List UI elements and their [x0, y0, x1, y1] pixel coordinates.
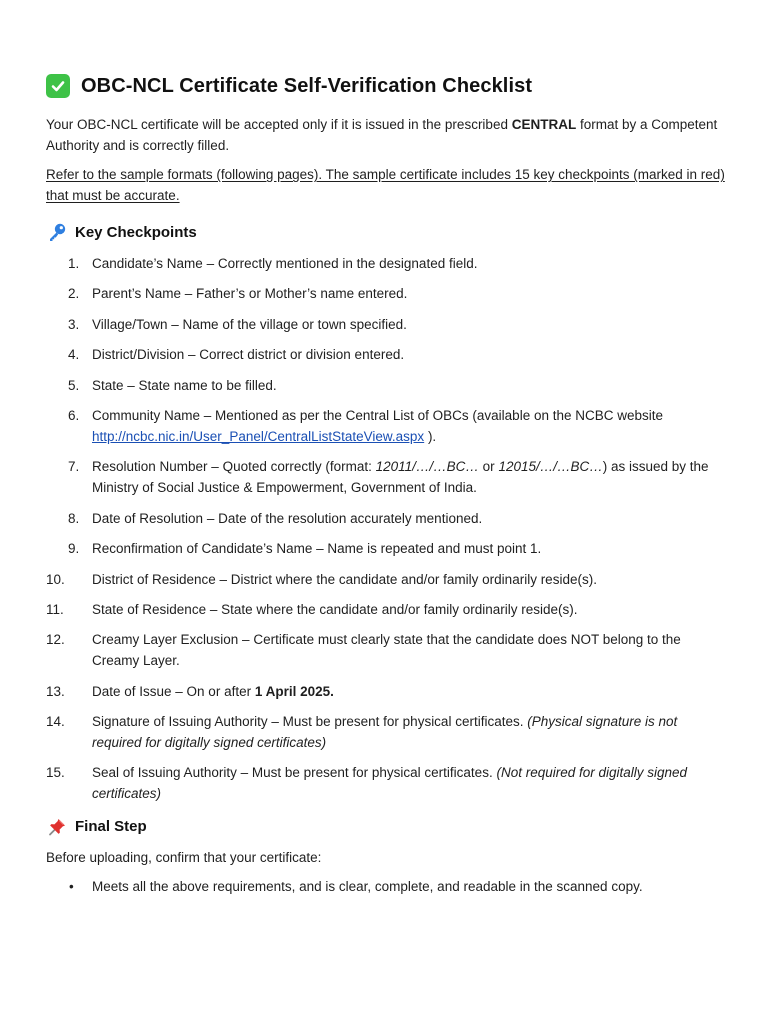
list-item: [46, 456, 726, 498]
title-row: [46, 70, 726, 102]
item-number: 1.: [68, 256, 80, 271]
list-item: [46, 599, 726, 620]
item-text: Date of Issue – On or after: [92, 683, 255, 699]
item-text: District/Division – Correct district or division entered.: [92, 347, 405, 363]
final-requirements-list: [46, 876, 726, 897]
intro-text-end: format by a Competent Authority and is correctly filled.: [46, 117, 718, 153]
item-number: 7.: [68, 459, 80, 475]
item-text: Date of Resolution – Date of the resolution accurately mentioned.: [92, 510, 483, 526]
item-text: Seal of Issuing Authority – Must be present for physical certificates.: [92, 765, 497, 781]
list-item: [46, 711, 726, 753]
list-item: [46, 283, 726, 304]
checkpoint-list: [46, 253, 726, 804]
sample-formats-note: Refer to the sample formats (following pages). The sample certificate includes 15 key checkpoints (marked in red) that must be accurate.: [46, 167, 725, 203]
list-item: [46, 569, 726, 590]
item-text: Reconfirmation of Candidate’s Name – Name is repeated and must point 1.: [92, 541, 542, 557]
item-text: Signature of Issuing Authority – Must be present for physical certificates.: [92, 714, 528, 730]
section-heading-label: Final Step: [75, 818, 147, 836]
item-text: Resolution Number – Quoted correctly (format:: [92, 459, 376, 475]
item-number: 15.: [46, 765, 65, 781]
final-intro: Before uploading, confirm that your certificate:: [46, 849, 322, 865]
item-text: Candidate’s Name – Correctly mentioned in the designated field.: [92, 256, 478, 271]
item-text: Parent’s Name – Father’s or Mother’s name entered.: [92, 286, 408, 302]
section-heading-label: Key Checkpoints: [75, 223, 197, 241]
item-number: 14.: [46, 714, 65, 730]
item-number: 11.: [46, 601, 64, 617]
list-item: [46, 762, 726, 804]
item-number: 5.: [68, 377, 80, 393]
item-number: 8.: [68, 510, 80, 526]
key-icon: [46, 221, 68, 243]
white-check-mark-icon: [46, 74, 70, 98]
item-text-end: ).: [424, 428, 437, 444]
item-number: 12.: [46, 632, 65, 648]
item-text-end: ) as issued by the Ministry of Social Justice & Empowerment, Government of India.: [92, 459, 709, 496]
list-item: [46, 538, 726, 559]
intro-text-start: Your OBC-NCL certificate will be accepted only if it is issued in the prescribed: [46, 117, 512, 132]
item-text: District of Residence – District where the candidate and/or family ordinarily reside(s).: [92, 571, 597, 587]
item-number: 2.: [68, 286, 80, 302]
list-item: [46, 508, 726, 529]
item-number: 6.: [68, 407, 80, 423]
ncbc-central-list-link[interactable]: http://ncbc.nic.in/User_Panel/CentralListStateView.aspx: [92, 428, 425, 444]
item-number: 13.: [46, 683, 65, 699]
item-note-italic: (Not required for digitally signed certificates): [92, 765, 688, 802]
list-item: [46, 405, 726, 447]
item-text: Meets all the above requirements, and is clear, complete, and readable in the scanned copy.: [92, 878, 643, 894]
format-example-1: 12011/…/…BC…: [375, 459, 479, 475]
item-text: State of Residence – State where the candidate and/or family ordinarily reside(s).: [92, 601, 578, 617]
list-item: [46, 314, 726, 335]
document-page: [46, 70, 726, 897]
item-number: 9.: [68, 541, 80, 557]
key-checkpoints-heading: [46, 219, 726, 245]
item-text: Community Name – Mentioned as per the Central List of OBCs (available on the NCBC website: [92, 407, 664, 423]
intro-paragraph: [46, 114, 726, 156]
pushpin-icon: [46, 816, 68, 838]
item-number: 4.: [68, 347, 80, 363]
intro-central-bold: CENTRAL: [511, 117, 577, 132]
item-number: 3.: [68, 316, 80, 332]
list-item: [46, 253, 726, 274]
list-item: [46, 629, 726, 671]
item-note-italic: (Physical signature is not required for digitally signed certificates): [92, 714, 678, 751]
item-text: State – State name to be filled.: [92, 377, 277, 393]
list-item: [46, 344, 726, 365]
final-step-heading: [46, 814, 726, 840]
issue-date-bold: 1 April 2025.: [254, 683, 334, 699]
format-example-2: 12015/…/…BC…: [498, 459, 603, 475]
item-number: 10.: [46, 571, 65, 587]
item-text: Creamy Layer Exclusion – Certificate must clearly state that the candidate does NOT belong to the Creamy Layer.: [92, 632, 681, 669]
item-text-mid: or: [478, 459, 499, 475]
item-text: Village/Town – Name of the village or town specified.: [92, 316, 407, 332]
list-item: [46, 375, 726, 396]
page-title: OBC-NCL Certificate Self-Verification Checklist: [81, 74, 533, 97]
list-item: [46, 876, 726, 897]
list-item: [46, 681, 726, 702]
bullet-icon: •: [69, 878, 74, 894]
